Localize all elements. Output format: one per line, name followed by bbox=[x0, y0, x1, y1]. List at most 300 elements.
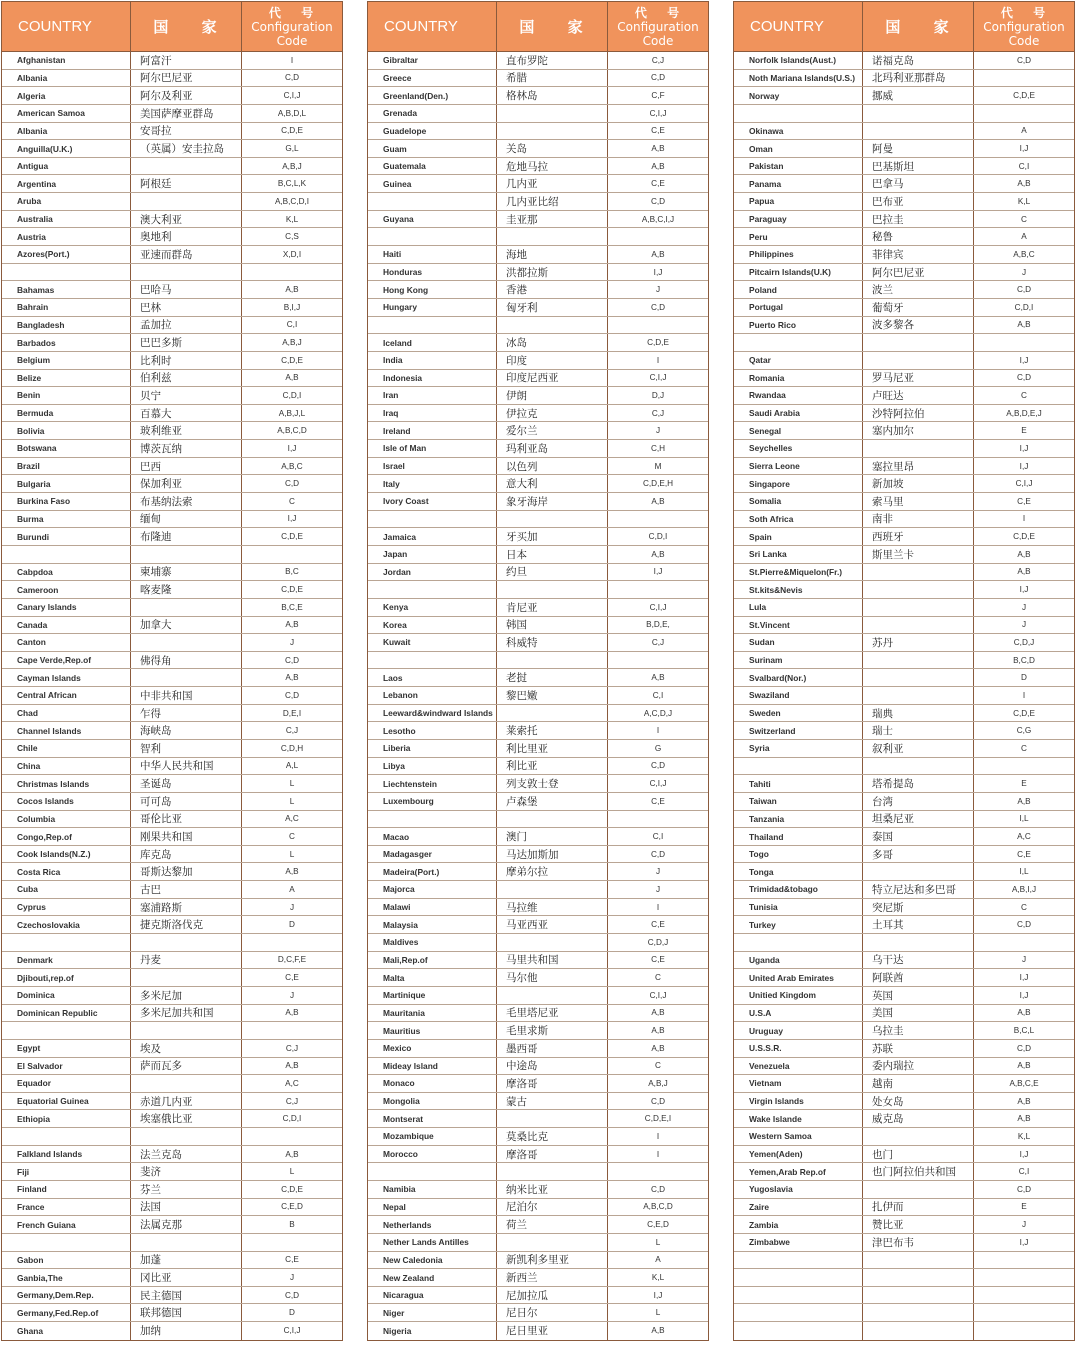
country-name-cn: 威克岛 bbox=[863, 1110, 974, 1127]
country-name-en bbox=[734, 334, 863, 351]
table-row bbox=[734, 669, 1074, 687]
country-name-en: Burma bbox=[2, 511, 131, 528]
country-name-en: Cocos Islands bbox=[2, 793, 131, 810]
table-row bbox=[2, 740, 342, 758]
configuration-code: D,C,F,E bbox=[277, 955, 307, 965]
country-name-cn bbox=[863, 669, 974, 686]
country-name-en: Bahamas bbox=[2, 281, 131, 298]
header-code bbox=[608, 2, 708, 51]
country-name-en: Antigua bbox=[2, 158, 131, 175]
country-name-cn: 尼泊尔 bbox=[497, 1199, 608, 1216]
configuration-code: C,D bbox=[650, 302, 666, 312]
table-row bbox=[734, 546, 1074, 564]
table-row bbox=[368, 952, 708, 970]
country-name-cn: 智利 bbox=[131, 740, 242, 757]
country-name-en: Malta bbox=[368, 969, 497, 986]
table-row bbox=[2, 246, 342, 264]
configuration-code: I bbox=[656, 355, 660, 365]
table-row bbox=[2, 581, 342, 599]
country-name-en: Paraguay bbox=[734, 211, 863, 228]
country-name-cn bbox=[863, 1269, 974, 1286]
table-row bbox=[2, 70, 342, 88]
country-name-cn: 孟加拉 bbox=[131, 317, 242, 334]
country-name-en: Guatemala bbox=[368, 158, 497, 175]
country-name-en: Egypt bbox=[2, 1040, 131, 1057]
country-name-cn: 中途岛 bbox=[497, 1058, 608, 1075]
table-row bbox=[734, 175, 1074, 193]
table-row bbox=[2, 1304, 342, 1322]
country-name-cn: 多米尼加共和国 bbox=[131, 1005, 242, 1022]
country-name-en: Bulgaria bbox=[2, 475, 131, 492]
country-name-cn: 塞内加尔 bbox=[863, 422, 974, 439]
country-name-en: Philippines bbox=[734, 246, 863, 263]
country-name-en: Iran bbox=[368, 387, 497, 404]
country-name-cn: 几内亚 bbox=[497, 175, 608, 192]
configuration-code bbox=[974, 934, 1074, 951]
table-row bbox=[368, 881, 708, 899]
configuration-code: I,J bbox=[653, 267, 663, 277]
country-name-en: American Samoa bbox=[2, 105, 131, 122]
country-name-cn: 圣诞岛 bbox=[131, 775, 242, 792]
table-row bbox=[2, 1322, 342, 1340]
table-row bbox=[368, 422, 708, 440]
configuration-code: A,B,C bbox=[281, 461, 303, 471]
country-name-cn: 伊朗 bbox=[497, 387, 608, 404]
country-name-en: Gibraltar bbox=[368, 52, 497, 69]
configuration-code: C,D bbox=[650, 73, 666, 83]
configuration-code bbox=[974, 758, 1074, 775]
country-name-en: Cameroon bbox=[2, 581, 131, 598]
table-row bbox=[734, 422, 1074, 440]
table-row bbox=[2, 370, 342, 388]
configuration-code: C,H bbox=[650, 443, 666, 453]
country-name-en: Chile bbox=[2, 740, 131, 757]
country-name-en: Denmark bbox=[2, 952, 131, 969]
country-name-cn: 莱索托 bbox=[497, 722, 608, 739]
configuration-code: J bbox=[1021, 955, 1027, 965]
configuration-code: C,D,E bbox=[281, 1184, 303, 1194]
configuration-code: I bbox=[656, 902, 660, 912]
table-row bbox=[368, 899, 708, 917]
header-country-cn: 国 家 bbox=[497, 2, 608, 51]
country-name-en: Luxembourg bbox=[368, 793, 497, 810]
configuration-code: I bbox=[656, 726, 660, 736]
country-name-cn: 突尼斯 bbox=[863, 899, 974, 916]
country-name-cn: 博茨瓦纳 bbox=[131, 440, 242, 457]
table-row bbox=[368, 916, 708, 934]
country-name-en: New Zealand bbox=[368, 1269, 497, 1286]
configuration-code: A,B bbox=[1017, 1114, 1031, 1124]
country-name-en: New Caledonia bbox=[368, 1252, 497, 1269]
country-name-en: Ireland bbox=[368, 422, 497, 439]
country-name-en bbox=[2, 1022, 131, 1039]
table-row bbox=[734, 652, 1074, 670]
country-name-cn: 保加利亚 bbox=[131, 475, 242, 492]
table-row bbox=[368, 1040, 708, 1058]
table-row bbox=[734, 228, 1074, 246]
configuration-code: C,J bbox=[285, 1096, 299, 1106]
table-row bbox=[368, 405, 708, 423]
country-name-en: Seychelles bbox=[734, 440, 863, 457]
table-row bbox=[368, 475, 708, 493]
configuration-code: I,J bbox=[1019, 973, 1029, 983]
table-row bbox=[368, 123, 708, 141]
country-name-en: Norfolk Islands(Aust.) bbox=[734, 52, 863, 69]
country-name-en bbox=[368, 193, 497, 210]
table-row bbox=[734, 705, 1074, 723]
table-row bbox=[368, 246, 708, 264]
country-name-en: Dominica bbox=[2, 987, 131, 1004]
country-name-cn: 百慕大 bbox=[131, 405, 242, 422]
country-name-cn: 巴拉圭 bbox=[863, 211, 974, 228]
configuration-code: C,D bbox=[1016, 285, 1032, 295]
configuration-code: A,B bbox=[285, 867, 299, 877]
configuration-code: C,D bbox=[1016, 1043, 1032, 1053]
configuration-code: A,L bbox=[285, 761, 299, 771]
country-name-cn: 澳大利亚 bbox=[131, 211, 242, 228]
country-name-cn bbox=[863, 1128, 974, 1145]
configuration-code: A,B bbox=[285, 1061, 299, 1071]
country-name-cn: 科威特 bbox=[497, 634, 608, 651]
table-row bbox=[368, 793, 708, 811]
country-name-en bbox=[734, 1252, 863, 1269]
country-name-cn: 新凯利多里亚 bbox=[497, 1252, 608, 1269]
table-row bbox=[2, 881, 342, 899]
country-name-cn bbox=[131, 158, 242, 175]
configuration-code: A,C bbox=[285, 814, 299, 824]
configuration-code bbox=[242, 264, 342, 281]
table-row bbox=[734, 405, 1074, 423]
country-name-cn: 匈牙利 bbox=[497, 299, 608, 316]
country-name-en: Greece bbox=[368, 70, 497, 87]
configuration-code: C,D bbox=[1016, 373, 1032, 383]
table-row bbox=[2, 775, 342, 793]
country-name-cn: 布隆迪 bbox=[131, 528, 242, 545]
configuration-code: A bbox=[1021, 232, 1027, 242]
configuration-code: C,I bbox=[652, 690, 664, 700]
country-name-cn bbox=[131, 969, 242, 986]
table-row bbox=[2, 105, 342, 123]
table-row bbox=[2, 299, 342, 317]
configuration-code: B,I,J bbox=[283, 302, 301, 312]
configuration-code: B,C,L bbox=[1013, 1026, 1035, 1036]
table-row bbox=[368, 299, 708, 317]
configuration-code: C,D,E bbox=[1013, 532, 1035, 542]
configuration-code: A,B,C,D bbox=[643, 1202, 673, 1212]
table-row bbox=[2, 123, 342, 141]
country-name-cn: 塔希提岛 bbox=[863, 775, 974, 792]
configuration-code: J bbox=[655, 285, 661, 295]
table-row bbox=[2, 158, 342, 176]
table-row bbox=[734, 493, 1074, 511]
country-name-en: Trimidad&tobago bbox=[734, 881, 863, 898]
table-row bbox=[2, 952, 342, 970]
country-name-cn: 巴西 bbox=[131, 458, 242, 475]
country-name-cn: 巴基斯坦 bbox=[863, 158, 974, 175]
configuration-code: A,B,J bbox=[282, 161, 302, 171]
table-row bbox=[734, 475, 1074, 493]
country-name-en: Nether Lands Antilles bbox=[368, 1234, 497, 1251]
configuration-code: C,S bbox=[285, 232, 299, 242]
configuration-code bbox=[974, 1252, 1074, 1269]
country-name-cn bbox=[863, 617, 974, 634]
country-name-en: Montserat bbox=[368, 1110, 497, 1127]
country-name-en: Kenya bbox=[368, 599, 497, 616]
configuration-code: C bbox=[289, 496, 295, 506]
table-row bbox=[368, 581, 708, 599]
country-name-en: United Arab Emirates bbox=[734, 969, 863, 986]
country-name-en: Tunisia bbox=[734, 899, 863, 916]
country-name-en: U.S.S.R. bbox=[734, 1040, 863, 1057]
configuration-code: C,E bbox=[1017, 496, 1031, 506]
configuration-code: I,L bbox=[1019, 867, 1029, 877]
country-name-cn: 乍得 bbox=[131, 705, 242, 722]
table-row bbox=[2, 87, 342, 105]
configuration-code: A,B bbox=[1017, 567, 1031, 577]
country-name-cn bbox=[863, 1304, 974, 1321]
country-name-en: Iraq bbox=[368, 405, 497, 422]
country-name-en: Algeria bbox=[2, 87, 131, 104]
configuration-code bbox=[974, 1322, 1074, 1340]
table-row bbox=[368, 599, 708, 617]
country-name-cn bbox=[497, 105, 608, 122]
country-name-en: Ganbia,The bbox=[2, 1269, 131, 1286]
country-name-en: Barbados bbox=[2, 334, 131, 351]
table-row bbox=[734, 634, 1074, 652]
table-row bbox=[368, 87, 708, 105]
configuration-code: A,B bbox=[651, 144, 665, 154]
configuration-code: K,L bbox=[285, 214, 299, 224]
configuration-code: C,D,E bbox=[281, 126, 303, 136]
configuration-code: C,D bbox=[650, 849, 666, 859]
country-name-cn: 巴拿马 bbox=[863, 175, 974, 192]
country-name-cn: 希腊 bbox=[497, 70, 608, 87]
country-name-en: Yugoslavia bbox=[734, 1181, 863, 1198]
country-name-cn: 利比里亚 bbox=[497, 740, 608, 757]
configuration-code bbox=[974, 334, 1074, 351]
country-name-cn bbox=[131, 546, 242, 563]
configuration-code bbox=[242, 1128, 342, 1145]
table-row bbox=[368, 175, 708, 193]
table-row bbox=[368, 264, 708, 282]
country-name-en: Swaziland bbox=[734, 687, 863, 704]
configuration-code: A,B bbox=[1017, 179, 1031, 189]
table-row bbox=[368, 1093, 708, 1111]
configuration-code: I,J bbox=[653, 567, 663, 577]
configuration-code: A bbox=[655, 1255, 661, 1265]
country-name-en: French Guiana bbox=[2, 1216, 131, 1233]
country-name-cn: 秘鲁 bbox=[863, 228, 974, 245]
table-row bbox=[368, 440, 708, 458]
country-name-en: Libya bbox=[368, 758, 497, 775]
configuration-code: I,J bbox=[1019, 1149, 1029, 1159]
table-row bbox=[734, 1216, 1074, 1234]
country-name-en: Majorca bbox=[368, 881, 497, 898]
country-name-en: Cayman Islands bbox=[2, 669, 131, 686]
configuration-code: D bbox=[289, 1308, 295, 1318]
country-name-cn: 黎巴嫩 bbox=[497, 687, 608, 704]
country-name-cn: 玻利维亚 bbox=[131, 422, 242, 439]
configuration-code: E bbox=[1021, 426, 1027, 436]
country-name-en: India bbox=[368, 352, 497, 369]
country-name-cn: 哥伦比亚 bbox=[131, 811, 242, 828]
country-name-cn: 布基纳法索 bbox=[131, 493, 242, 510]
country-name-cn: 洪都拉斯 bbox=[497, 264, 608, 281]
table-row bbox=[2, 528, 342, 546]
configuration-code: C,D bbox=[650, 196, 666, 206]
country-name-cn: 新西兰 bbox=[497, 1269, 608, 1286]
table-row bbox=[368, 528, 708, 546]
country-name-cn bbox=[863, 863, 974, 880]
country-name-en: Qatar bbox=[734, 352, 863, 369]
country-name-cn: 阿尔巴尼亚 bbox=[131, 70, 242, 87]
table-row bbox=[734, 458, 1074, 476]
country-name-cn: 丹麦 bbox=[131, 952, 242, 969]
table-row bbox=[734, 758, 1074, 776]
country-name-en: Maldives bbox=[368, 934, 497, 951]
country-name-cn: 澳门 bbox=[497, 828, 608, 845]
country-name-en bbox=[368, 652, 497, 669]
country-name-en: Tonga bbox=[734, 863, 863, 880]
table-row bbox=[368, 511, 708, 529]
configuration-code: C,D,E bbox=[1013, 91, 1035, 101]
table-row bbox=[734, 158, 1074, 176]
configuration-code: A,B bbox=[285, 285, 299, 295]
country-name-en: Yemen(Aden) bbox=[734, 1146, 863, 1163]
country-name-en: Martinique bbox=[368, 987, 497, 1004]
table-row bbox=[2, 458, 342, 476]
country-name-en: Canton bbox=[2, 634, 131, 651]
country-name-en: Canada bbox=[2, 617, 131, 634]
country-name-en: Madeira(Port.) bbox=[368, 863, 497, 880]
country-name-en: Lesotho bbox=[368, 722, 497, 739]
country-name-cn: 菲律宾 bbox=[863, 246, 974, 263]
table-row bbox=[368, 775, 708, 793]
country-name-cn: 也门 bbox=[863, 1146, 974, 1163]
country-name-en: Sudan bbox=[734, 634, 863, 651]
country-name-en: Belgium bbox=[2, 352, 131, 369]
country-name-cn: 贝宁 bbox=[131, 387, 242, 404]
table-row bbox=[734, 211, 1074, 229]
configuration-code: J bbox=[289, 990, 295, 1000]
country-name-en: Israel bbox=[368, 458, 497, 475]
country-name-cn: 奥地利 bbox=[131, 228, 242, 245]
configuration-code: D,E,I bbox=[282, 708, 302, 718]
configuration-code: A,B,J bbox=[648, 1078, 668, 1088]
table-row bbox=[734, 87, 1074, 105]
table-row bbox=[734, 1040, 1074, 1058]
country-name-cn: 法属克那 bbox=[131, 1216, 242, 1233]
table-row bbox=[368, 387, 708, 405]
configuration-code bbox=[608, 317, 708, 334]
country-name-cn bbox=[863, 352, 974, 369]
configuration-code: I bbox=[290, 55, 294, 65]
country-name-cn bbox=[497, 123, 608, 140]
table-row bbox=[734, 863, 1074, 881]
configuration-code: I,J bbox=[653, 1290, 663, 1300]
country-name-en: Svalbard(Nor.) bbox=[734, 669, 863, 686]
table-row bbox=[734, 740, 1074, 758]
country-name-en: Nepal bbox=[368, 1199, 497, 1216]
country-name-en: Panama bbox=[734, 175, 863, 192]
configuration-code: C,D,H bbox=[280, 743, 304, 753]
configuration-code: J bbox=[1021, 620, 1027, 630]
table-row bbox=[2, 317, 342, 335]
table-row bbox=[2, 564, 342, 582]
header-code-en-1: Configuration bbox=[251, 19, 333, 34]
configuration-code: A,C,D,J bbox=[643, 708, 673, 718]
configuration-code: A,B,J bbox=[282, 338, 302, 348]
configuration-code: B,C bbox=[285, 567, 299, 577]
country-name-cn: 马尔他 bbox=[497, 969, 608, 986]
country-name-cn: 利比亚 bbox=[497, 758, 608, 775]
configuration-code: C,E,D bbox=[647, 1220, 669, 1230]
country-name-cn: 多米尼加 bbox=[131, 987, 242, 1004]
table-row bbox=[2, 175, 342, 193]
table-row bbox=[2, 863, 342, 881]
country-name-en: Rwandaa bbox=[734, 387, 863, 404]
country-name-cn: 意大利 bbox=[497, 475, 608, 492]
country-name-en: Laos bbox=[368, 669, 497, 686]
country-name-cn bbox=[131, 1234, 242, 1251]
table-row bbox=[734, 1234, 1074, 1252]
configuration-code: A,B bbox=[651, 673, 665, 683]
country-name-en: Finland bbox=[2, 1181, 131, 1198]
country-name-en: Romania bbox=[734, 370, 863, 387]
table-row bbox=[734, 352, 1074, 370]
country-name-en: Mongolia bbox=[368, 1093, 497, 1110]
table-row bbox=[368, 1269, 708, 1287]
country-name-cn: 南非 bbox=[863, 511, 974, 528]
country-name-en: St.Vincent bbox=[734, 617, 863, 634]
table-row bbox=[2, 1128, 342, 1146]
country-name-cn: 巴巴多斯 bbox=[131, 334, 242, 351]
country-name-cn: 危地马拉 bbox=[497, 158, 608, 175]
configuration-code: C,D bbox=[1016, 1184, 1032, 1194]
configuration-code: L bbox=[289, 796, 295, 806]
country-name-en: Cook Islands(N.Z.) bbox=[2, 846, 131, 863]
configuration-code: D bbox=[1021, 673, 1027, 683]
configuration-code: C,D,J bbox=[647, 937, 669, 947]
table-row bbox=[734, 123, 1074, 141]
configuration-code: M bbox=[654, 461, 662, 471]
configuration-code: C,I bbox=[652, 832, 664, 841]
configuration-code: I,J bbox=[287, 443, 297, 453]
configuration-code: G,L bbox=[285, 144, 299, 154]
configuration-code: B,C,D bbox=[1013, 655, 1035, 665]
country-name-cn: 加拿大 bbox=[131, 617, 242, 634]
country-name-en: Albania bbox=[2, 123, 131, 140]
configuration-code: A,B bbox=[651, 1326, 665, 1336]
table-row bbox=[2, 281, 342, 299]
table-row bbox=[2, 811, 342, 829]
country-table-1 bbox=[1, 1, 343, 1341]
table-row bbox=[734, 722, 1074, 740]
country-name-en: Singapore bbox=[734, 475, 863, 492]
configuration-code: A bbox=[289, 884, 295, 894]
table-row bbox=[2, 1269, 342, 1287]
country-name-cn: 英国 bbox=[863, 987, 974, 1004]
table-row bbox=[2, 1110, 342, 1128]
country-name-cn bbox=[497, 987, 608, 1004]
table-row bbox=[734, 440, 1074, 458]
configuration-code: A,B bbox=[651, 549, 665, 559]
configuration-code: C,J bbox=[285, 726, 299, 736]
table-row bbox=[2, 264, 342, 282]
table-row bbox=[2, 1075, 342, 1093]
configuration-code: C bbox=[1021, 743, 1027, 753]
country-name-cn: 海峡岛 bbox=[131, 722, 242, 739]
